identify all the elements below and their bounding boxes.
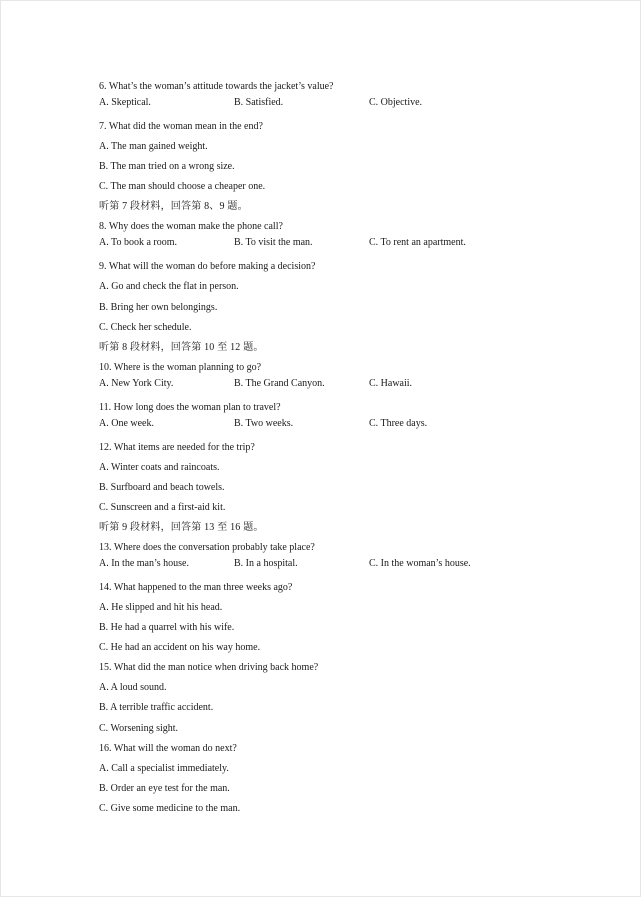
option-c: C. In the woman’s house. xyxy=(369,558,471,570)
option-a: A. To book a room. xyxy=(99,237,177,249)
option-a: A. New York City. xyxy=(99,377,174,389)
question-text: 15. What did the man notice when driving back home? xyxy=(99,662,319,674)
option-b: B. In a hospital. xyxy=(234,558,298,570)
answer-option: B. Surfboard and beach towels. xyxy=(99,481,225,493)
option-a: A. Skeptical. xyxy=(99,97,151,109)
section-instruction: 听第 7 段材料，回答第 8、9 题。 xyxy=(99,201,248,213)
answer-option: A. Winter coats and raincoats. xyxy=(99,461,220,473)
answer-option: A. A loud sound. xyxy=(99,682,167,694)
question-text: 7. What did the woman mean in the end? xyxy=(99,121,263,133)
option-b: B. Two weeks. xyxy=(234,417,294,429)
answer-option: C. Check her schedule. xyxy=(99,321,192,333)
section-instruction: 听第 8 段材料，回答第 10 至 12 题。 xyxy=(99,341,264,353)
question-text: 10. Where is the woman planning to go? xyxy=(99,361,262,373)
answer-option: C. Give some medicine to the man. xyxy=(99,802,241,814)
option-row xyxy=(99,558,569,578)
option-a: A. In the man’s house. xyxy=(99,558,189,570)
answer-option: C. He had an accident on his way home. xyxy=(99,642,261,654)
section-instruction: 听第 9 段材料，回答第 13 至 16 题。 xyxy=(99,522,264,534)
option-b: B. Satisfied. xyxy=(234,97,284,109)
answer-option: C. Worsening sight. xyxy=(99,722,179,734)
answer-option: C. Sunscreen and a first-aid kit. xyxy=(99,501,226,513)
question-text: 9. What will the woman do before making a decision? xyxy=(99,261,316,273)
option-row xyxy=(99,418,569,438)
option-b: B. The Grand Canyon. xyxy=(234,377,325,389)
answer-option: B. A terrible traffic accident. xyxy=(99,702,214,714)
answer-option: A. The man gained weight. xyxy=(99,141,208,153)
answer-option: A. He slipped and hit his head. xyxy=(99,602,223,614)
answer-option: B. Order an eye test for the man. xyxy=(99,782,230,794)
question-text: 6. What’s the woman’s attitude towards the jacket’s value? xyxy=(99,81,334,92)
question-list xyxy=(99,77,569,819)
answer-option: C. The man should choose a cheaper one. xyxy=(99,181,266,193)
question-text: 12. What items are needed for the trip? xyxy=(99,441,255,453)
option-c: C. Three days. xyxy=(369,417,428,429)
option-b: B. To visit the man. xyxy=(234,237,313,249)
question-text: 14. What happened to the man three weeks ago? xyxy=(99,582,293,594)
question-text: 8. Why does the woman make the phone call? xyxy=(99,221,283,233)
answer-option: B. Bring her own belongings. xyxy=(99,301,218,313)
option-c: C. Hawaii. xyxy=(369,377,413,389)
answer-option: B. The man tried on a wrong size. xyxy=(99,161,235,173)
answer-option: A. Call a specialist immediately. xyxy=(99,762,229,774)
question-text: 11. How long does the woman plan to travel? xyxy=(99,401,281,413)
answer-option: A. Go and check the flat in person. xyxy=(99,281,239,293)
option-c: C. Objective. xyxy=(369,97,423,109)
option-row xyxy=(99,237,569,257)
question-text: 13. Where does the conversation probably take place? xyxy=(99,542,315,554)
option-c: C. To rent an apartment. xyxy=(369,237,466,249)
question-text: 16. What will the woman do next? xyxy=(99,742,237,754)
option-row xyxy=(99,378,569,398)
option-row xyxy=(99,97,569,117)
answer-option: B. He had a quarrel with his wife. xyxy=(99,622,235,634)
option-a: A. One week. xyxy=(99,417,154,429)
